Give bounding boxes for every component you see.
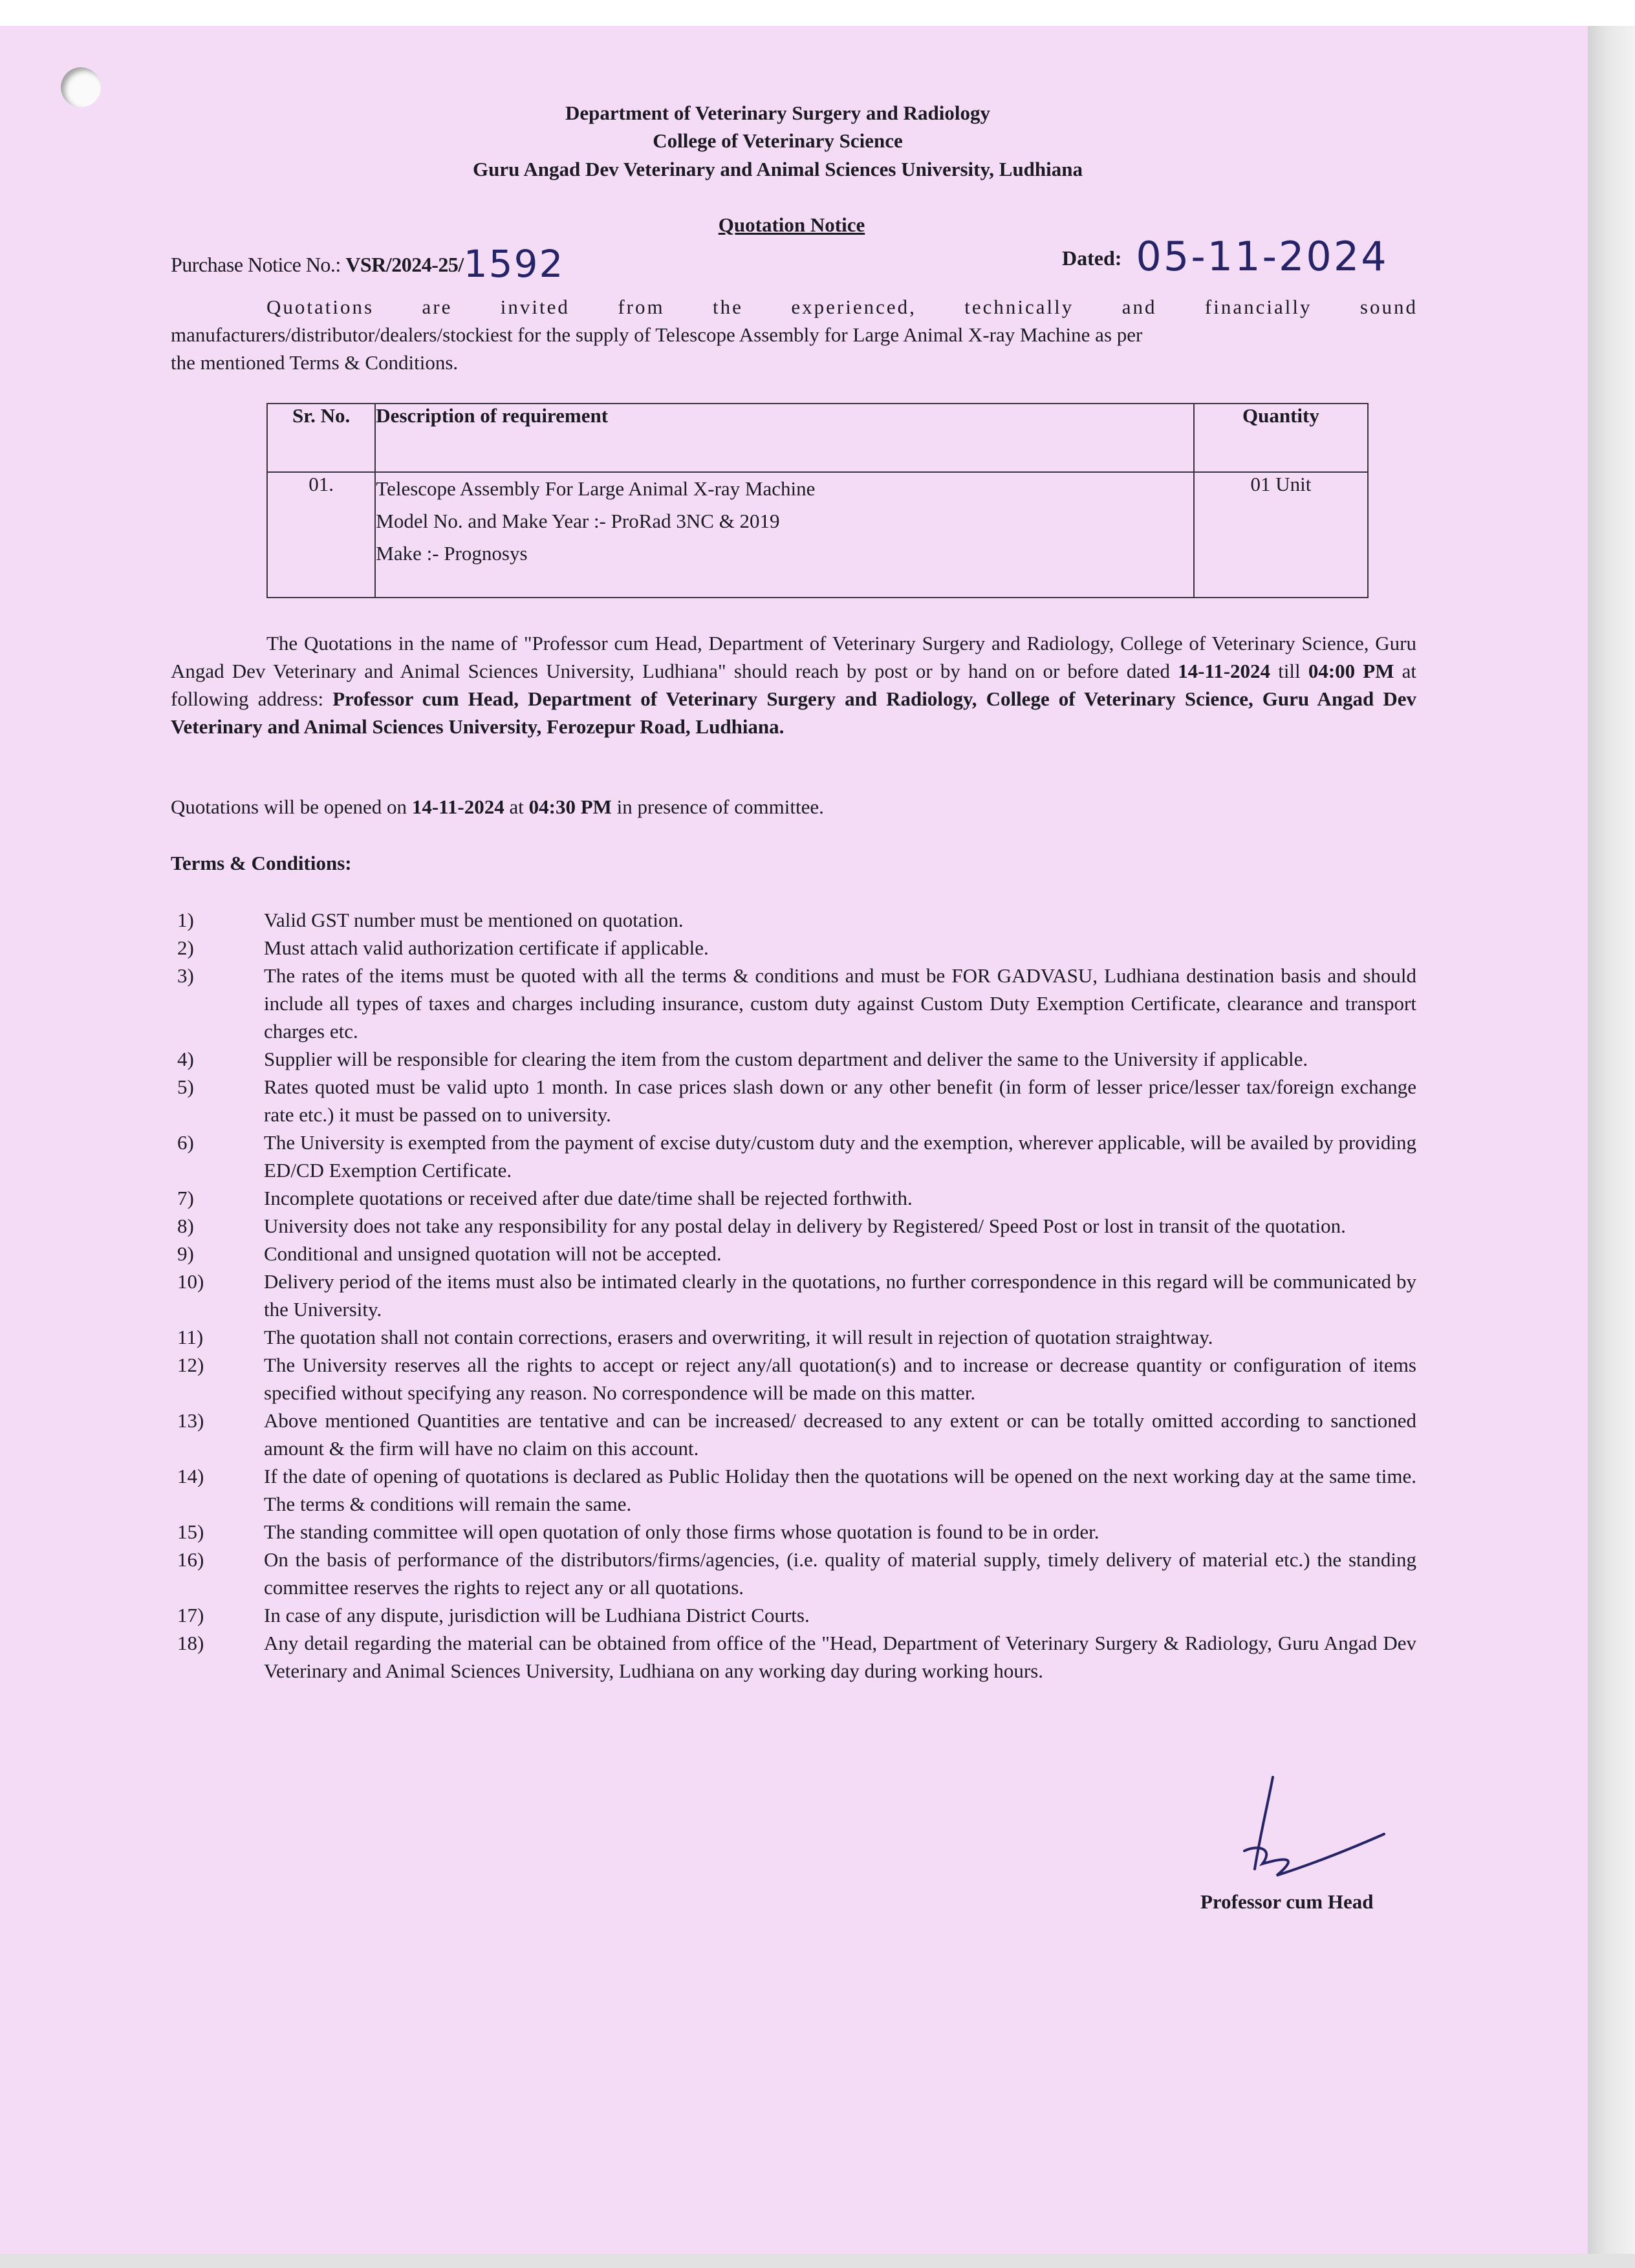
- purchase-notice-number: [171, 237, 565, 286]
- signature-mark: [1222, 1772, 1391, 1888]
- description-line: Model No. and Make Year :- ProRad 3NC & 2019: [376, 510, 780, 532]
- term-item: [177, 1129, 1416, 1184]
- opening-text: Quotations will be opened on: [171, 795, 412, 818]
- submission-paragraph: [171, 629, 1416, 740]
- term-number: 1): [177, 909, 194, 931]
- header-quantity: Quantity: [1194, 404, 1368, 472]
- term-item: [177, 1518, 1416, 1546]
- term-number: 7): [177, 1187, 194, 1209]
- term-item: [177, 1462, 1416, 1518]
- intro-line-3: the mentioned Terms & Conditions.: [171, 351, 459, 374]
- scan-edge-bottom: [0, 2254, 1635, 2268]
- term-item: [177, 1629, 1416, 1685]
- header-college: College of Veterinary Science: [653, 129, 903, 152]
- term-text: Delivery period of the items must also be intimated clearly in the quotations, no further correspondence in this regard will be communicated by the University.: [264, 1270, 1416, 1321]
- terms-list: [177, 906, 1416, 1685]
- submission-text: till: [1270, 660, 1308, 682]
- term-text: Must attach valid authorization certificate if applicable.: [264, 936, 709, 959]
- term-number: 13): [177, 1409, 204, 1432]
- term-text: Valid GST number must be mentioned on quotation.: [264, 909, 684, 931]
- scan-shadow-right: [1588, 26, 1635, 2268]
- term-text: Rates quoted must be valid upto 1 month. In case prices slash down or any other benefit (in form of lesser price/lesser tax/foreign exchange rate etc.) it must be passed on to university.: [264, 1075, 1416, 1126]
- term-item: [177, 1212, 1416, 1240]
- opening-text: at: [504, 795, 529, 818]
- opening-text: in presence of committee.: [611, 795, 824, 818]
- term-number: 8): [177, 1215, 194, 1237]
- header-sr-no: Sr. No.: [267, 404, 375, 472]
- dated-label: Dated:: [1062, 246, 1122, 270]
- term-number: 18): [177, 1632, 204, 1654]
- term-text: University does not take any responsibility for any postal delay in delivery by Registered/ Speed Post or lost in transit of the quotation.: [264, 1215, 1346, 1237]
- purchase-handwritten: 1592: [463, 242, 565, 286]
- term-text: On the basis of performance of the distributors/firms/agencies, (i.e. quality of material supply, timely delivery of material etc.) the standing committee reserves the rights to reject any or all quotations.: [264, 1548, 1416, 1599]
- term-item: [177, 1323, 1416, 1351]
- term-number: 2): [177, 936, 194, 959]
- term-item: [177, 962, 1416, 1045]
- submission-date: 14-11-2024: [1178, 660, 1271, 682]
- purchase-number: VSR/2024-25/: [345, 253, 464, 276]
- term-item: [177, 934, 1416, 962]
- intro-line-2: manufacturers/distributor/dealers/stockiest for the supply of Telescope Assembly for Large Animal X-ray Machine as per: [171, 323, 1143, 346]
- purchase-label: Purchase Notice No.:: [171, 253, 341, 276]
- intro-line-1: Quotations are invited from the experienced, technically and financially sound: [266, 296, 1418, 318]
- term-text: Above mentioned Quantities are tentative and can be increased/ decreased to any extent or can be totally omitted according to sanctioned amount & the firm will have no claim on this account.: [264, 1409, 1416, 1460]
- term-item: [177, 1268, 1416, 1323]
- term-item: [177, 1407, 1416, 1462]
- punch-hole: [61, 67, 101, 107]
- term-item: [177, 1601, 1416, 1629]
- description-line: Make :- Prognosys: [376, 542, 528, 565]
- term-number: 6): [177, 1131, 194, 1154]
- row-description: [375, 472, 1194, 598]
- term-item: [177, 906, 1416, 934]
- intro-paragraph: [171, 293, 1418, 376]
- term-text: Any detail regarding the material can be obtained from office of the "Head, Department of Veterinary Surgery & Radiology, Guru Angad Dev Veterinary and Animal Sciences University, Ludhiana on any working day during working hours.: [264, 1632, 1416, 1682]
- table-header-row: [267, 404, 1368, 472]
- term-item: [177, 1351, 1416, 1407]
- term-item: [177, 1240, 1416, 1268]
- row-quantity: 01 Unit: [1194, 472, 1368, 598]
- terms-title: Terms & Conditions:: [171, 852, 352, 874]
- row-sr-no: 01.: [267, 472, 375, 598]
- term-text: Supplier will be responsible for clearing the item from the custom department and deliver the same to the University if applicable.: [264, 1048, 1308, 1070]
- term-item: [177, 1073, 1416, 1129]
- term-item: [177, 1184, 1416, 1212]
- term-number: 15): [177, 1520, 204, 1543]
- description-line: Telescope Assembly For Large Animal X-ray Machine: [376, 477, 816, 500]
- requirement-table: [266, 403, 1369, 598]
- term-text: Conditional and unsigned quotation will not be accepted.: [264, 1242, 722, 1265]
- submission-address: Professor cum Head, Department of Veterinary Surgery and Radiology, College of Veterinary Science, Guru Angad Dev Veterinary and Animal Sciences University, Ferozepur Road, Ludhiana.: [171, 687, 1416, 738]
- term-item: [177, 1045, 1416, 1073]
- notice-date: [1062, 228, 1389, 280]
- term-text: If the date of opening of quotations is declared as Public Holiday then the quotations will be opened on the next working day at the same time. The terms & conditions will remain the same.: [264, 1465, 1416, 1515]
- term-number: 12): [177, 1354, 204, 1376]
- dated-handwritten: 05-11-2024: [1136, 233, 1389, 280]
- term-text: The standing committee will open quotation of only those firms whose quotation is found to be in order.: [264, 1520, 1099, 1543]
- term-text: The rates of the items must be quoted with all the terms & conditions and must be FOR GADVASU, Ludhiana destination basis and should include all types of taxes and charges including insurance, custom duty against Custom Duty Exemption Certificate, clearance and transport charges etc.: [264, 964, 1416, 1042]
- term-number: 14): [177, 1465, 204, 1487]
- term-number: 9): [177, 1242, 194, 1265]
- header-description: Description of requirement: [375, 404, 1194, 472]
- term-text: The University reserves all the rights to accept or reject any/all quotation(s) and to increase or decrease quantity or configuration of items specified without specifying any reason. No correspondence will be made on this matter.: [264, 1354, 1416, 1404]
- term-text: In case of any dispute, jurisdiction will be Ludhiana District Courts.: [264, 1604, 810, 1626]
- term-text: Incomplete quotations or received after due date/time shall be rejected forthwith.: [264, 1187, 913, 1209]
- term-text: The University is exempted from the payment of excise duty/custom duty and the exemption, wherever applicable, will be availed by providing ED/CD Exemption Certificate.: [264, 1131, 1417, 1182]
- term-number: 16): [177, 1548, 204, 1571]
- header-university: Guru Angad Dev Veterinary and Animal Sciences University, Ludhiana: [472, 158, 1083, 180]
- table-row: [267, 472, 1368, 598]
- submission-text: The Quotations in the name of "Professor cum Head, Department of Veterinary Surgery and Radiology, College of Veterinary Science, Guru Angad Dev Veterinary and Animal Sciences University, Ludhiana" should reach by post or by hand on or before dated: [171, 632, 1416, 682]
- term-number: 10): [177, 1270, 204, 1293]
- term-number: 17): [177, 1604, 204, 1626]
- term-number: 4): [177, 1048, 194, 1070]
- notice-title: Quotation Notice: [718, 213, 865, 236]
- term-number: 5): [177, 1075, 194, 1098]
- opening-time: 04:30 PM: [528, 795, 612, 818]
- signatory-title: Professor cum Head: [1200, 1890, 1374, 1913]
- header-department: Department of Veterinary Surgery and Radiology: [565, 102, 990, 124]
- opening-statement: [171, 795, 824, 819]
- opening-date: 14-11-2024: [411, 795, 504, 818]
- term-number: 11): [177, 1326, 204, 1348]
- submission-time: 04:00 PM: [1308, 660, 1394, 682]
- term-item: [177, 1546, 1416, 1601]
- term-number: 3): [177, 964, 194, 987]
- term-text: The quotation shall not contain corrections, erasers and overwriting, it will result in rejection of quotation straightway.: [264, 1326, 1213, 1348]
- submission-text: at following address:: [171, 660, 1417, 710]
